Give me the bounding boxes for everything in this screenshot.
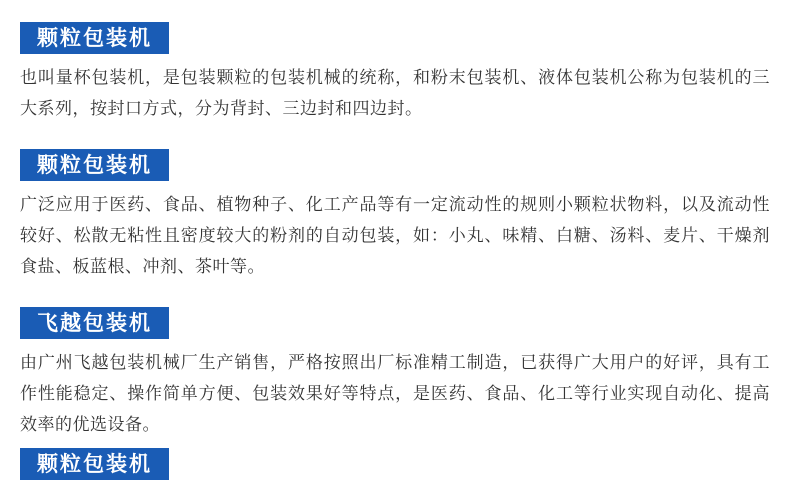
section-granule-packing-machine-2 [20,149,770,283]
section-header [20,149,169,181]
section-header [20,22,169,54]
section-title: 颗粒包装机 [37,153,152,177]
section-title: 颗粒包装机 [37,26,152,50]
section-granule-packing-machine-1 [20,22,770,125]
section-feiyue-packing-machine [20,307,770,441]
partial-section-header [20,448,169,480]
section-body-text: 也叫量杯包装机，是包装颗粒的包装机械的统称，和粉末包装机、液体包装机公称为包装机的三大系列，按封口方式，分为背封、三边封和四边封。 [20,68,770,119]
section-title: 飞越包装机 [37,311,152,335]
section-body-text: 由广州飞越包装机械厂生产销售，严格按照出厂标准精工制造，已获得广大用户的好评，具有工作性能稳定、操作简单方便、包装效果好等特点，是医药、食品、化工等行业实现自动化、提高效率的优选设备。 [20,353,770,435]
section-title: 颗粒包装机 [37,452,152,476]
section-header [20,307,169,339]
section-body-text: 广泛应用于医药、食品、植物种子、化工产品等有一定流动性的规则小颗粒状物料，以及流动性较好、松散无粘性且密度较大的粉剂的自动包装，如：小丸、味精、白糖、汤料、麦片、干燥剂食盐、板蓝根、冲剂、茶叶等。 [20,195,770,277]
